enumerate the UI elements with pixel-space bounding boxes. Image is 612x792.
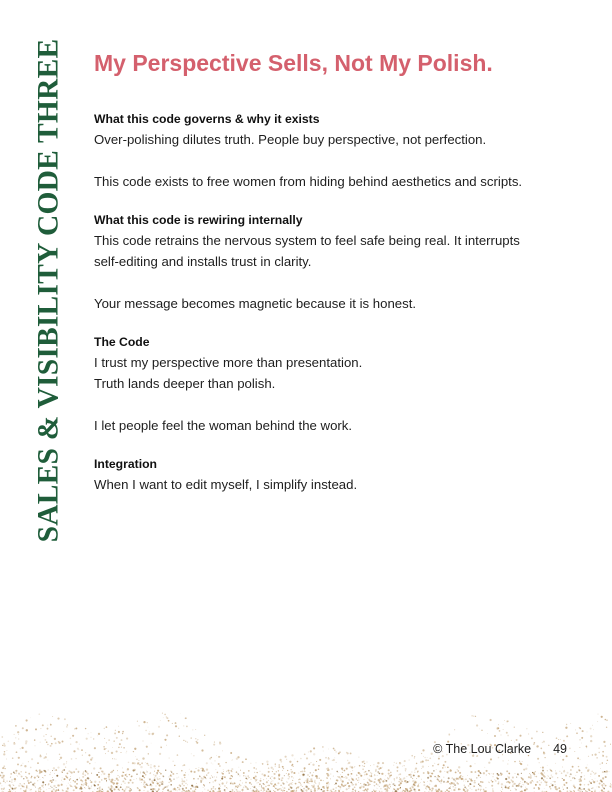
paragraph: I let people feel the woman behind the work.: [94, 418, 353, 433]
section-integration: [94, 455, 564, 495]
paragraph-line: This code retrains the nervous system to feel safe being real. It interrupts: [94, 233, 520, 248]
paragraph-line: I trust my perspective more than presentation.: [94, 355, 363, 370]
paragraph: Over-polishing dilutes truth. People buy perspective, not perfection.: [94, 132, 487, 147]
paragraph-line: self-editing and installs trust in clarity.: [94, 254, 312, 269]
paragraph: [94, 230, 564, 272]
section-rewiring: [94, 211, 564, 314]
section-label: Integration: [94, 457, 157, 471]
paragraph: When I want to edit myself, I simplify instead.: [94, 477, 358, 492]
paragraph-line: Truth lands deeper than polish.: [94, 376, 276, 391]
copyright-text: © The Lou Clarke: [433, 742, 532, 756]
footer: [433, 742, 567, 756]
section-label: What this code is rewiring internally: [94, 213, 303, 227]
section-label: What this code governs & why it exists: [94, 112, 320, 126]
page-title: My Perspective Sells, Not My Polish.: [94, 50, 493, 76]
side-title-text: SALES & VISIBILITY CODE THREE: [32, 38, 65, 542]
section-the-code: [94, 333, 564, 436]
paragraph: This code exists to free women from hiding behind aesthetics and scripts.: [94, 174, 523, 189]
section-label: The Code: [94, 335, 150, 349]
paragraph: Your message becomes magnetic because it is honest.: [94, 296, 417, 311]
side-title: [29, 38, 69, 542]
page-number: 49: [553, 742, 567, 756]
content-body: [94, 110, 564, 514]
section-governs: [94, 110, 564, 192]
paragraph: [94, 352, 564, 394]
